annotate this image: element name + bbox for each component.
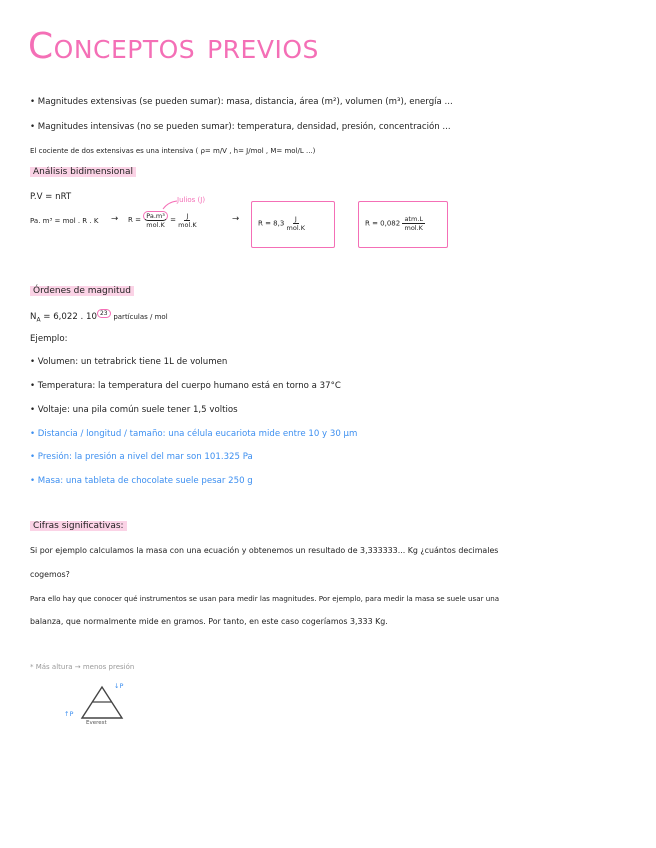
cifras-p1a: Si por ejemplo calculamos la masa con una ecuación y obtenemos un resultado de 3,333333... Kg ¿cuántos decimales	[30, 546, 499, 555]
cifras-heading-text: Cifras significativas:	[30, 521, 127, 531]
frac-j-molk	[178, 212, 196, 229]
r-value-1	[258, 215, 305, 232]
ejemplo-item: • Voltaje: una pila común suele tener 1,5 voltios	[30, 405, 238, 415]
frac-num-j: J	[186, 211, 189, 220]
ejemplo-item: • Masa: una tableta de chocolate suele pesar 250 g	[30, 476, 253, 486]
frac-r2-den: mol.K	[404, 224, 423, 232]
cifras-p1b: cogemos?	[30, 570, 70, 579]
na-unit: partículas / mol	[113, 312, 168, 321]
frac-r1	[287, 215, 305, 232]
frac-den: mol.K	[146, 221, 165, 229]
julios-pointer	[160, 199, 178, 211]
top-pressure-label: ↓P	[114, 682, 124, 690]
na-sub: A	[36, 316, 41, 324]
arrow-2: →	[232, 214, 240, 224]
cociente-text: El cociente de dos extensivas es una intensiva	[30, 147, 194, 155]
equals-sign: =	[170, 216, 176, 224]
page-title: Conceptos previos	[28, 26, 319, 67]
r-value-2	[365, 215, 425, 232]
r2-label: R = 0,082	[365, 219, 401, 228]
julios-annotation: Julios (J)	[177, 196, 206, 204]
frac-r2	[402, 215, 425, 232]
analisis-heading	[30, 167, 136, 177]
cifras-p2b: balanza, que normalmente mide en gramos. Por tanto, en este caso cogeríamos 3,333 Kg.	[30, 617, 388, 626]
na-label: N	[30, 311, 37, 322]
avogadro-line	[30, 310, 168, 324]
frac-pam3-molk	[143, 211, 168, 229]
frac-num: Pa.m³	[143, 211, 168, 221]
frac-r1-den: mol.K	[286, 224, 305, 232]
ejemplo-item: • Temperatura: la temperatura del cuerpo humano está en torno a 37°C	[30, 381, 341, 391]
na-exponent: 23	[97, 309, 111, 318]
ejemplo-item: • Presión: la presión a nivel del mar son 101.325 Pa	[30, 452, 253, 462]
ejemplo-label: Ejemplo:	[30, 334, 68, 344]
r1-label: R = 8,3	[258, 219, 285, 228]
cifras-heading	[30, 521, 127, 531]
frac-den-molk: mol.K	[178, 220, 197, 229]
intensivas-line: • Magnitudes intensivas (no se pueden sumar): temperatura, densidad, presión, concentración ...	[30, 122, 451, 132]
cociente-line	[30, 147, 315, 155]
everest-label: Everest	[86, 720, 107, 726]
analisis-heading-text: Análisis bidimensional	[30, 167, 136, 177]
cifras-p2a: Para ello hay que conocer qué instrumentos se usan para medir las magnitudes. Por ejemplo, para medir la masa se suele usar una	[30, 594, 500, 603]
r-derivation	[128, 211, 197, 229]
ordenes-heading	[30, 286, 134, 296]
r-eq-label: R =	[128, 216, 141, 224]
pv-equation: P.V = nRT	[30, 192, 72, 202]
extensivas-line: • Magnitudes extensivas (se pueden sumar): masa, distancia, área (m²), volumen (m³), energía ...	[30, 97, 453, 107]
ejemplo-item: • Volumen: un tetrabrick tiene 1L de volumen	[30, 357, 228, 367]
nota-text: * Más altura → menos presión	[30, 663, 135, 671]
na-value: = 6,022 . 10	[43, 311, 97, 322]
units-lhs: Pa. m³ = mol . R . K	[30, 217, 99, 225]
ordenes-heading-text: Órdenes de magnitud	[30, 286, 134, 296]
ejemplo-item: • Distancia / longitud / tamaño: una célula eucariota mide entre 10 y 30 µm	[30, 429, 358, 439]
frac-r2-num: atm.L	[404, 215, 424, 223]
base-pressure-label: ↑P	[64, 710, 74, 718]
arrow-1: →	[111, 214, 119, 224]
frac-r1-num: J	[294, 215, 297, 223]
cociente-examples: ( ρ= m/V , h= J/mol , M= mol/L ...)	[195, 147, 316, 155]
